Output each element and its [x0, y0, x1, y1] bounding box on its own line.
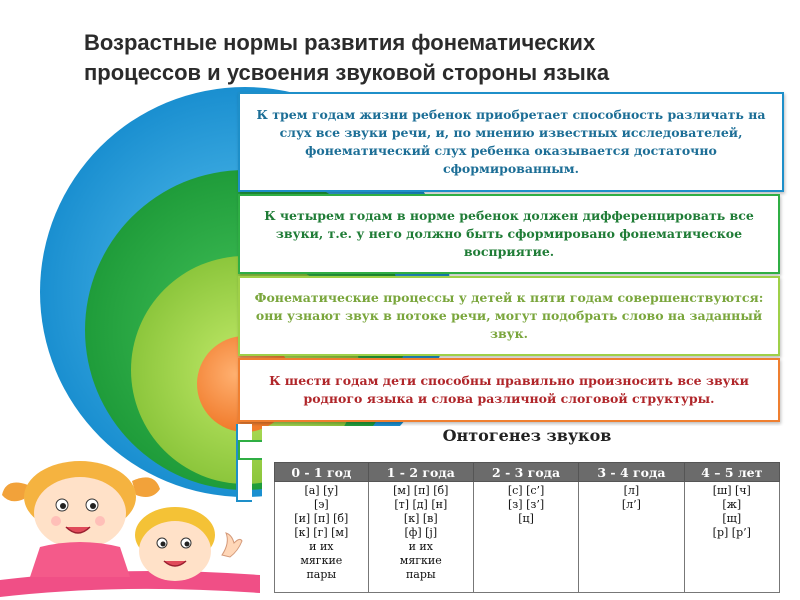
ontogenesis-col-header: 0 - 1 год [275, 463, 369, 482]
sound-entry: [ш] [ч] [712, 484, 751, 497]
boy-right-pupil [185, 542, 190, 547]
girl-dress [30, 542, 130, 577]
ontogenesis-col-cell [473, 482, 578, 593]
sound-entry: [л] [623, 484, 640, 497]
boy-face [139, 521, 211, 581]
sound-entry: [ц] [518, 512, 534, 525]
sound-entry: мягкие [300, 554, 343, 567]
age-5-text: Фонематические процессы у детей к пяти годам совершенствуются: они узнают звук в потоке речи, могут подобрать слово на заданный звук. [254, 290, 764, 341]
ontogenesis-table [274, 462, 780, 593]
age-6-text: К шести годам дети способны правильно произносить все звуки родного языка и слова различной слоговой структуры. [269, 373, 749, 406]
girl-right-cheek [95, 516, 105, 526]
sound-entry: [и] [п] [б] [294, 512, 349, 525]
sound-entry: [з] [з’] [508, 498, 545, 511]
title-line-2: процессов и усвоения звуковой стороны языка [84, 60, 610, 85]
sound-entry: [а] [у] [304, 484, 339, 497]
sound-entry: пары [405, 568, 436, 581]
children-illustration [0, 455, 260, 600]
sound-entry: пары [306, 568, 337, 581]
ontogenesis-title: Онтогенез звуков [442, 426, 612, 445]
age-6-box [238, 358, 780, 422]
girl-left-cheek [51, 516, 61, 526]
sound-entry: [р] [р’] [712, 526, 751, 539]
sound-entry: мягкие [399, 554, 442, 567]
girl-face [34, 477, 126, 549]
ontogenesis-col-header: 3 - 4 года [579, 463, 684, 482]
ontogenesis-col-cell [275, 482, 369, 593]
sound-entry: [ф] [j] [404, 526, 438, 539]
boy-hand [222, 533, 242, 557]
age-3-text: К трем годам жизни ребенок приобретает способность различать на слух все звуки речи, и, по мнению известных исследователей, фонематический слух ребенка оказывается достаточно сформированным. [256, 107, 766, 176]
ontogenesis-panel [262, 426, 792, 598]
ontogenesis-col-cell [368, 482, 473, 593]
sound-entry: [л’] [621, 498, 641, 511]
ontogenesis-col-header: 4 – 5 лет [684, 463, 779, 482]
sound-entry: [т] [д] [н] [394, 498, 448, 511]
age-4-box [238, 194, 780, 274]
ontogenesis-col-cell [579, 482, 684, 593]
title-line-1: Возрастные нормы развития фонематических [84, 30, 596, 55]
age-5-box [238, 276, 780, 356]
girl-right-pigtail [132, 477, 160, 497]
boy-left-pupil [161, 542, 166, 547]
sound-entry: [к] [г] [м] [294, 526, 349, 539]
age-3-box [238, 92, 784, 192]
sound-entry: [к] [в] [403, 512, 438, 525]
ontogenesis-col-header: 2 - 3 года [473, 463, 578, 482]
girl-right-pupil [90, 503, 96, 509]
ontogenesis-col-cell [684, 482, 779, 593]
sound-entry: и их [309, 540, 334, 553]
sound-entry: [м] [п] [б] [393, 484, 449, 497]
girl-left-pupil [60, 503, 66, 509]
sound-entry: и их [408, 540, 433, 553]
sound-entry: [щ] [722, 512, 742, 525]
ontogenesis-col-header: 1 - 2 года [368, 463, 473, 482]
sound-entry: [с] [с’] [507, 484, 545, 497]
sound-entry: [ж] [722, 498, 742, 511]
sound-entry: [э] [313, 498, 329, 511]
age-4-text: К четырем годам в норме ребенок должен дифференцировать все звуки, т.е. у него должно быть сформировано фонематическое восприятие. [264, 208, 754, 259]
